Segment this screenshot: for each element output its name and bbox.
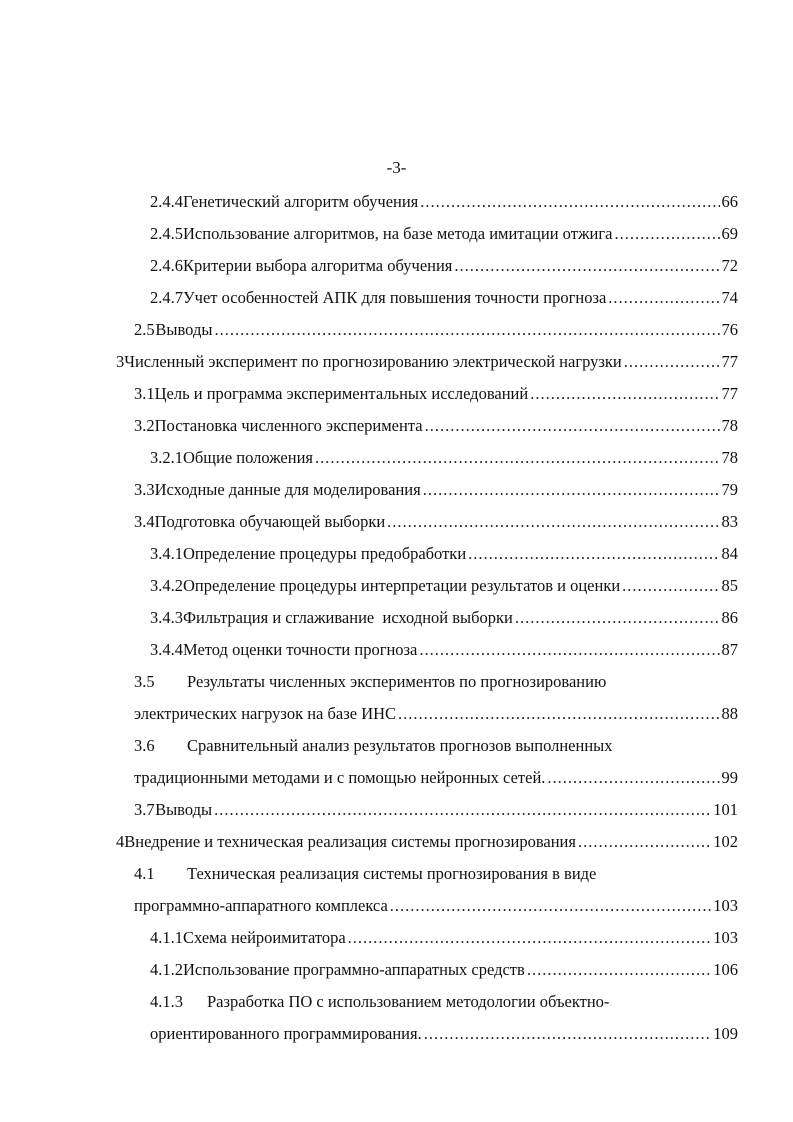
toc-entry-4-1-1 (150, 928, 738, 950)
toc-entry-number: 3.2 (134, 416, 155, 435)
toc-entry-number: 3.7 (134, 800, 155, 819)
toc-entry-title: Генетический алгоритм обучения (183, 192, 419, 211)
toc-entry-4-1-continuation (134, 896, 738, 918)
toc-entry-title-continuation: традиционными методами и с помощью нейронных сетей. (134, 768, 546, 787)
toc-entry-page: 103 (713, 896, 738, 915)
toc-entry-4-1-3-first-line (150, 992, 609, 1014)
toc-entry-number: 4.1.2 (150, 960, 183, 979)
dot-leader (425, 416, 720, 436)
toc-entry-4-1-3-continuation (150, 1024, 738, 1046)
toc-entry-title: Учет особенностей АПК для повышения точности прогноза (183, 288, 607, 307)
toc-entry-title-continuation: ориентированного программирования. (150, 1024, 422, 1043)
toc-entry-title: Определение процедуры предобработки (183, 544, 467, 563)
toc-entry-3-6-continuation (134, 768, 738, 790)
toc-entry-title: Общие положения (183, 448, 313, 467)
dot-leader (608, 288, 719, 308)
toc-entry-3-4-3 (150, 608, 738, 630)
dot-leader (315, 448, 720, 468)
toc-entry-title: Выводы (155, 320, 213, 339)
toc-entry-title: Внедрение и техническая реализация системы прогнозирования (124, 832, 576, 851)
toc-entry-page: 83 (721, 512, 738, 531)
toc-entry-title: Фильтрация и сглаживание исходной выборки (183, 608, 513, 627)
toc-entry-page: 74 (721, 288, 738, 307)
toc-entry-page: 101 (713, 800, 738, 819)
toc-entry-number: 4.1.1 (150, 928, 183, 947)
toc-entry-title: Постановка численного эксперимента (154, 416, 423, 435)
toc-entry-title: Использование алгоритмов, на базе метода имитации отжига (183, 224, 613, 243)
dot-leader (423, 480, 720, 500)
dot-leader (398, 704, 719, 724)
toc-entry-number: 4.1 (134, 864, 155, 883)
toc-entry-number: 4 (116, 832, 125, 851)
dot-leader (424, 1024, 712, 1044)
toc-entry-page: 99 (721, 768, 738, 787)
toc-entry-title: Определение процедуры интерпретации результатов и оценки (183, 576, 621, 595)
dot-leader (348, 928, 712, 948)
toc-entry-number: 3.5 (134, 672, 155, 691)
toc-entry-title: Подготовка обучающей выборки (154, 512, 386, 531)
dot-leader (387, 512, 719, 532)
toc-entry-3-4-4 (150, 640, 738, 662)
toc-entry-title: Результаты численных экспериментов по прогнозированию (187, 672, 607, 691)
toc-entry-page: 102 (713, 832, 738, 851)
toc-entry-page: 79 (721, 480, 738, 499)
toc-entry-title: Исходные данные для моделирования (154, 480, 421, 499)
toc-entry-2-4-5 (150, 224, 738, 246)
toc-entry-3-6-first-line (134, 736, 612, 758)
toc-entry-2-5 (134, 320, 738, 342)
toc-entry-4 (116, 832, 738, 854)
toc-entry-page: 103 (713, 928, 738, 947)
dot-leader (624, 352, 720, 372)
toc-entry-page: 86 (721, 608, 738, 627)
toc-entry-4-1-2 (150, 960, 738, 982)
toc-entry-page: 78 (721, 416, 738, 435)
toc-entry-3-7 (134, 800, 738, 822)
toc-entry-page: 84 (721, 544, 738, 563)
toc-entry-number: 3 (116, 352, 125, 371)
toc-entry-title: Критерии выбора алгоритма обучения (183, 256, 453, 275)
dot-leader (419, 640, 719, 660)
toc-entry-4-1-first-line (134, 864, 596, 886)
toc-entry-number: 3.4.1 (150, 544, 183, 563)
dot-leader (390, 896, 711, 916)
toc-entry-2-4-7 (150, 288, 738, 310)
dot-leader (214, 320, 719, 340)
toc-entry-title-continuation: электрических нагрузок на базе ИНС (134, 704, 397, 723)
toc-entry-page: 106 (713, 960, 738, 979)
toc-entry-page: 109 (713, 1024, 738, 1043)
toc-entry-title: Сравнительный анализ результатов прогнозов выполненных (187, 736, 613, 755)
toc-entry-page: 66 (721, 192, 738, 211)
toc-entry-3-2-1 (150, 448, 738, 470)
toc-entry-3-1 (134, 384, 738, 406)
toc-entry-number: 3.6 (134, 736, 155, 755)
toc-entry-page: 88 (721, 704, 738, 723)
toc-entry-title-continuation: программно-аппаратного комплекса (134, 896, 388, 915)
toc-entry-title: Использование программно-аппаратных средств (183, 960, 525, 979)
toc-entry-number: 3.3 (134, 480, 155, 499)
toc-entry-3-4 (134, 512, 738, 534)
toc-entry-number: 3.1 (134, 384, 155, 403)
toc-entry-page: 76 (721, 320, 738, 339)
toc-entry-title: Метод оценки точности прогноза (183, 640, 418, 659)
toc-entry-3 (116, 352, 738, 374)
dot-leader (614, 224, 719, 244)
toc-entry-number: 3.4.2 (150, 576, 183, 595)
page-number: -3- (386, 158, 407, 177)
toc-entry-number: 3.4 (134, 512, 155, 531)
dot-leader (622, 576, 719, 596)
toc-entry-3-4-1 (150, 544, 738, 566)
toc-entry-title: Цель и программа экспериментальных исследований (154, 384, 529, 403)
toc-entry-page: 87 (721, 640, 738, 659)
dot-leader (527, 960, 711, 980)
dot-leader (515, 608, 720, 628)
dot-leader (468, 544, 719, 564)
toc-entry-2-4-6 (150, 256, 738, 278)
toc-entry-page: 72 (721, 256, 738, 275)
toc-entry-number: 2.5 (134, 320, 155, 339)
dot-leader (578, 832, 711, 852)
toc-entry-page: 77 (721, 352, 738, 371)
toc-entry-number: 2.4.4 (150, 192, 183, 211)
toc-entry-number: 2.4.7 (150, 288, 183, 307)
toc-entry-page: 69 (721, 224, 738, 243)
toc-entry-number: 2.4.6 (150, 256, 183, 275)
toc-entry-number: 3.4.3 (150, 608, 183, 627)
dot-leader (454, 256, 719, 276)
toc-entry-3-3 (134, 480, 738, 502)
dot-leader (547, 768, 719, 788)
toc-entry-page: 85 (721, 576, 738, 595)
dot-leader (420, 192, 719, 212)
toc-entry-title: Техническая реализация системы прогнозирования в виде (187, 864, 597, 883)
toc-entry-title: Разработка ПО с использованием методологии объектно- (207, 992, 610, 1011)
toc-entry-3-4-2 (150, 576, 738, 598)
toc-entry-3-2 (134, 416, 738, 438)
dot-leader (530, 384, 719, 404)
toc-entry-number: 3.4.4 (150, 640, 183, 659)
toc-entry-page: 77 (721, 384, 738, 403)
toc-entry-3-5-continuation (134, 704, 738, 726)
toc-entry-number: 2.4.5 (150, 224, 183, 243)
dot-leader (214, 800, 711, 820)
toc-entry-3-5-first-line (134, 672, 606, 694)
toc-entry-number: 4.1.3 (150, 992, 183, 1011)
toc-entry-title: Выводы (155, 800, 213, 819)
toc-entry-title: Схема нейроимитатора (183, 928, 346, 947)
toc-entry-page: 78 (721, 448, 738, 467)
toc-entry-number: 3.2.1 (150, 448, 183, 467)
toc-entry-2-4-4 (150, 192, 738, 214)
toc-entry-title: Численный эксперимент по прогнозированию электрической нагрузки (124, 352, 622, 371)
